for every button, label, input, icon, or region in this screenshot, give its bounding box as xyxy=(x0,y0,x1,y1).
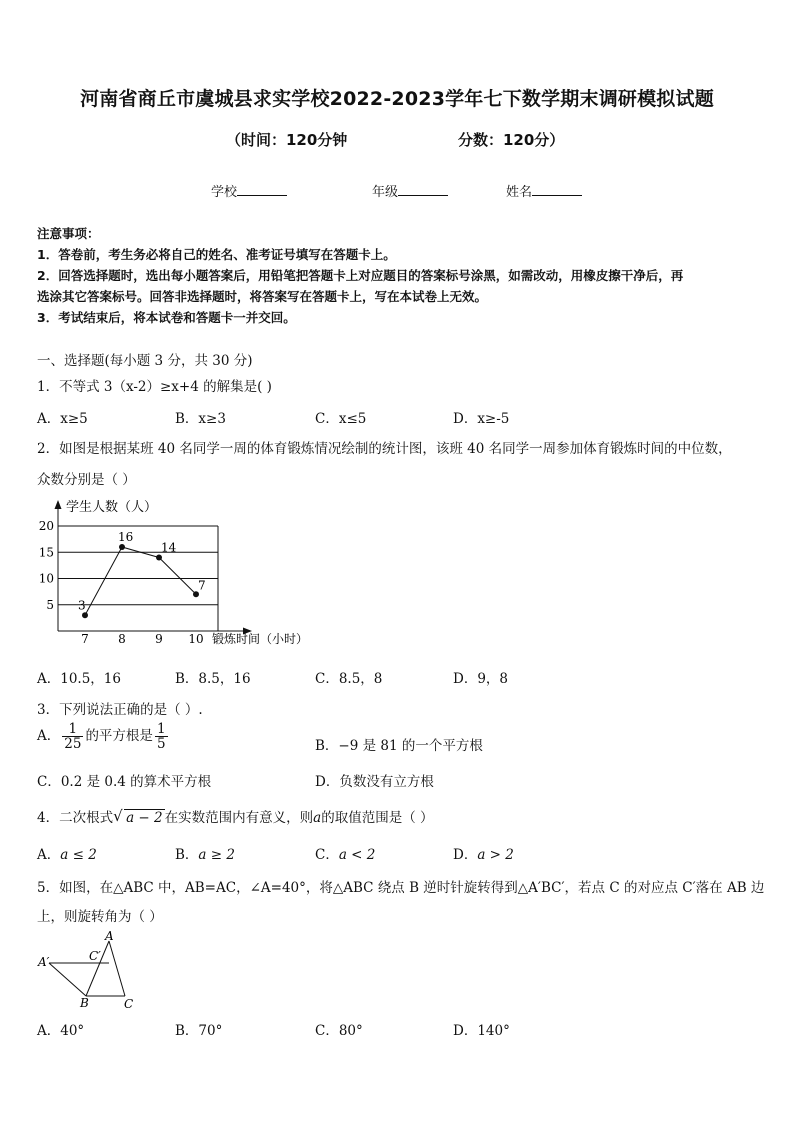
chart-ylabel: 学生人数（人） xyxy=(66,500,158,515)
exam-time: （时间：120分钟 xyxy=(226,131,348,149)
q3-a-text: 的平方根是 xyxy=(85,728,153,745)
chart-xtick-label: 7 xyxy=(81,632,89,646)
q5-option-a[interactable]: A．40° xyxy=(37,1023,85,1039)
chart-xtick-label: 10 xyxy=(188,632,204,646)
q5-stem-line1: 5．如图，在△ABC 中，AB=AC，∠A=40°，将△ABC 绕点 B 逆时针旋转得到△A′BC′，若点 C 的对应点 C′落在 AB 边 xyxy=(37,880,765,896)
q5-triangle-figure xyxy=(36,930,146,1012)
grade-label: 年级 xyxy=(372,185,399,200)
school-blank xyxy=(237,183,287,196)
q1-option-a[interactable]: A．x≥5 xyxy=(37,411,88,427)
chart-data-label: 16 xyxy=(118,530,134,544)
chart-xtick-label: 8 xyxy=(118,632,126,646)
q4-option-a[interactable]: A．a ≤ 2 xyxy=(37,847,97,863)
school-field xyxy=(211,181,287,200)
label-a-prime: A′ xyxy=(38,955,50,969)
chart-data-labels xyxy=(78,530,206,612)
chart-ytick-label: 10 xyxy=(38,571,54,586)
chart-points xyxy=(82,544,199,618)
label-c: C xyxy=(124,997,134,1011)
chart-data-label: 3 xyxy=(78,598,86,613)
chart-ytick-label: 20 xyxy=(38,519,54,533)
y-axis-arrow xyxy=(55,500,62,509)
notice-item: 3．考试结束后，将本试卷和答题卡一并交回。 xyxy=(37,310,296,325)
name-label: 姓名 xyxy=(506,185,533,200)
q4-option-c[interactable]: C．a < 2 xyxy=(315,847,376,863)
chart-point xyxy=(82,612,88,618)
q3-option-b[interactable]: B．−9 是 81 的一个平方根 xyxy=(315,738,483,754)
q4-radical: √ a − 2 xyxy=(113,807,163,826)
q2-stem-line2: 众数分别是（ ） xyxy=(37,472,136,488)
chart-xlabel: 锻炼时间（小时） xyxy=(212,632,309,646)
chart-ytick-label: 15 xyxy=(38,545,54,560)
q2-option-d[interactable]: D．9，8 xyxy=(453,671,509,687)
q3-a-prefix: A． xyxy=(37,728,61,745)
q2-stem-line1: 2．如图是根据某班 40 名同学一周的体育锻炼情况绘制的统计图，该班 40 名同学一周参加体育锻炼时间的中位数， xyxy=(37,441,732,457)
notice-item: 1．答卷前，考生务必将自己的姓名、准考证号填写在答题卡上。 xyxy=(37,247,396,262)
q3-a-fraction2: $\frac{1}{5}$ xyxy=(156,721,166,753)
grade-field xyxy=(372,181,448,200)
q3-option-c[interactable]: C．0.2 是 0.4 的算术平方根 xyxy=(37,774,212,790)
name-blank xyxy=(532,183,582,196)
q1-stem: 1．不等式 3（x-2）≥x+4 的解集是( ) xyxy=(37,379,272,395)
q1-option-c[interactable]: C．x≤5 xyxy=(315,411,367,427)
q4-stem: 4．二次根式 √ a − 2 在实数范围内有意义，则a的取值范围是（ ） xyxy=(37,807,434,826)
chart-xtick-label: 9 xyxy=(155,632,163,646)
q4-option-d[interactable]: D．a > 2 xyxy=(453,847,514,863)
notice-item: 选涂其它答案标号。回答非选择题时，将答案写在答题卡上，写在本试卷上无效。 xyxy=(37,289,488,304)
q5-stem-line2: 上，则旋转角为（ ） xyxy=(37,909,163,925)
chart-data-label: 14 xyxy=(161,540,177,555)
section-title: 一、选择题(每小题 3 分，共 30 分) xyxy=(37,353,253,369)
exam-title: 河南省商丘市虞城县求实学校2022-2023学年七下数学期末调研模拟试题 xyxy=(80,88,714,110)
grade-blank xyxy=(398,183,448,196)
q1-option-d[interactable]: D．x≥-5 xyxy=(453,411,510,427)
segment-a-c xyxy=(109,941,125,996)
notice-item: 2．回答选择题时，选出每小题答案后，用铅笔把答题卡上对应题目的答案标号涂黑，如需改动，用橡皮擦干净后，再 xyxy=(37,268,684,283)
q3-option-d[interactable]: D．负数没有立方根 xyxy=(315,774,434,790)
school-label: 学校 xyxy=(211,185,238,200)
q2-line-chart xyxy=(30,495,360,655)
q2-option-c[interactable]: C．8.5，8 xyxy=(315,671,383,687)
chart-data-label: 7 xyxy=(198,578,206,593)
q1-option-b[interactable]: B．x≥3 xyxy=(175,411,226,427)
q3-stem: 3．下列说法正确的是（ ）. xyxy=(37,702,203,718)
chart-point xyxy=(119,544,125,550)
name-field xyxy=(506,181,582,200)
notice-heading: 注意事项： xyxy=(37,226,100,241)
label-b: B xyxy=(80,996,89,1010)
chart-point xyxy=(156,555,162,561)
q3-a-fraction: $\frac{1}{25}$ xyxy=(64,721,82,753)
chart-ytick-label: 5 xyxy=(46,597,54,612)
label-a: A xyxy=(105,930,114,943)
q2-option-b[interactable]: B．8.5，16 xyxy=(175,671,251,687)
chart-yticks xyxy=(39,519,54,612)
q5-option-c[interactable]: C．80° xyxy=(315,1023,363,1039)
q5-option-d[interactable]: D．140° xyxy=(453,1023,510,1039)
q3-option-a[interactable] xyxy=(37,722,170,751)
segment-a1-b xyxy=(49,963,86,996)
q2-option-a[interactable]: A．10.5，16 xyxy=(37,671,121,687)
label-c-prime: C′ xyxy=(89,949,101,963)
q4-option-b[interactable]: B．a ≥ 2 xyxy=(175,847,235,863)
q5-option-b[interactable]: B．70° xyxy=(175,1023,223,1039)
chart-xticks xyxy=(81,632,203,646)
exam-score: 分数：120分） xyxy=(458,131,565,149)
